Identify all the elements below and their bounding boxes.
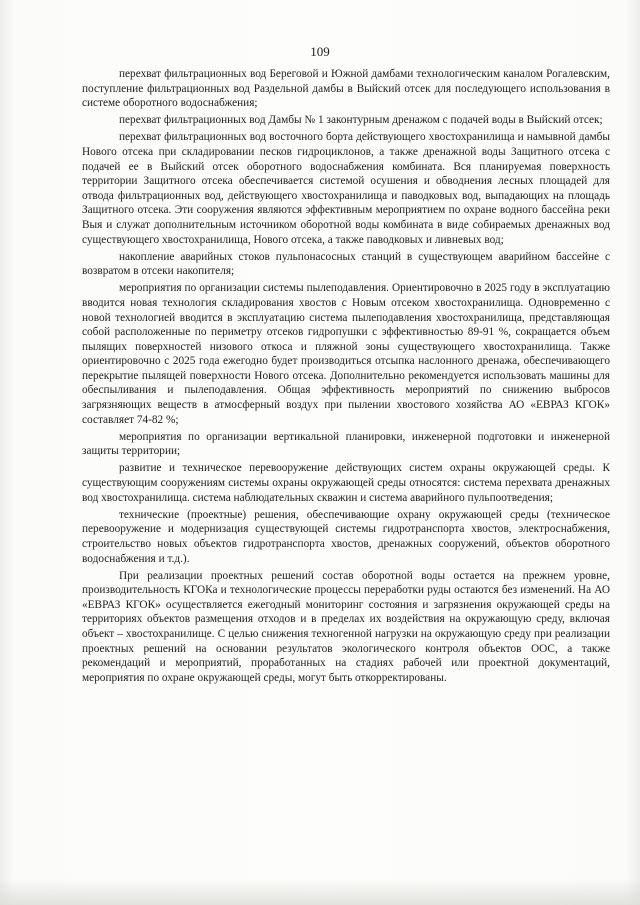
scan-bottom-edge <box>0 879 640 905</box>
paragraph-3: перехват фильтрационных вод восточного борта действующего хвостохранилища и намывной дамбы Нового отсека при складировании песков гидроциклонов, а также дренажной воды Защитного отсека с подачей ее в Выйский отсек оборотного водоснабжения комбината. Вся планируемая поверхность территории Защитного отсека обеспечивается системой осушения и обводнения лесных площадей для отвода фильтрационных вод, действующего хвостохранилища и паводковых вод, выпадающих на площадь Защитного отсека. Эти сооружения являются эффективным мероприятием по охране водного бассейна реки Выя и служат дополнительным источником оборотной воды комбината в виде собираемых дренажных вод существующего хвостохранилища, Нового отсека, а также паводковых и ливневых вод; <box>82 131 610 246</box>
paragraph-9: При реализации проектных решений состав оборотной воды остается на прежнем уровне, производительность КГОКа и технологические процессы переработки руды остаются без изменений. На АО «ЕВРАЗ КГОК» осуществляется ежегодный мониторинг состояния и загрязнения окружающей среды на территориях объектов размещения отходов и в пределах их воздействия на окружающую среду, включая объект – хвостохранилище. С целью снижения техногенной нагрузки на окружающую среду при реализации проектных решений на основании результатов экологического контроля объектов ООС, а также рекомендаций и мероприятий, проработанных на стадиях рабочей или проектной документаций, мероприятия по охране окружающей среды, могут быть откорректированы. <box>82 569 610 684</box>
paragraph-1: перехват фильтрационных вод Береговой и Южной дамбами технологическим каналом Рогалевским, поступление фильтрационных вод Раздельной дамбы в Выйский отсек для последующего использования в системе оборотного водоснабжения; <box>82 68 610 110</box>
document-body <box>82 67 610 688</box>
paragraph-2: перехват фильтрационных вод Дамбы № 1 законтурным дренажом с подачей воды в Выйский отсек; <box>119 114 603 127</box>
paragraph-5: мероприятия по организации системы пылеподавления. Ориентировочно в 2025 году в эксплуатацию вводится новая технология складирования хвостов с Новым отсеком хвостохранилища. Одновременно с новой технологией вводится в эксплуатацию система пылеподавления хвостохранилища, представляющая собой расположенные по периметру отсеков гидропушки с эффективностью 89-91 %, сокращается объем пылящих поверхностей низового откоса и пляжной зоны существующего хвостохранилища. Также ориентировочно с 2025 года ежегодно будет производиться отсыпка наслонного дренажа, обеспечивающего перекрытие пылящей поверхности Нового отсека. Дополнительно рекомендуется использовать машины для обеспыливания и пылеподавления. Общая эффективность мероприятий по снижению выбросов загрязняющих веществ в атмосферный воздух при пылении хвостового хозяйства АО «ЕВРАЗ КГОК» составляет 74-82 %; <box>82 282 610 426</box>
paragraph-7: развитие и техническое перевооружение действующих систем охраны окружающей среды. К существующим сооружениям системы охраны окружающей среды относятся: система перехвата дренажных вод хвостохранилища. система наблюдательных скважин и система аварийного пульпоотведения; <box>82 462 610 504</box>
paragraph-8: технические (проектные) решения, обеспечивающие охрану окружающей среды (техническое перевооружение и модернизация существующей системы гидротранспорта хвостов, электроснабжения, строительство новых объектов гидротранспорта хвостов, дренажных сооружений, объектов оборотного водоснабжения и т.д.). <box>82 508 610 565</box>
paragraph-4: накопление аварийных стоков пульпонасосных станций в существующем аварийном бассейне с возвратом в отсеки накопителя; <box>82 250 610 278</box>
page-number: 109 <box>310 44 330 59</box>
paragraph-6: мероприятия по организации вертикальной планировки, инженерной подготовки и инженерной защиты территории; <box>82 430 610 458</box>
